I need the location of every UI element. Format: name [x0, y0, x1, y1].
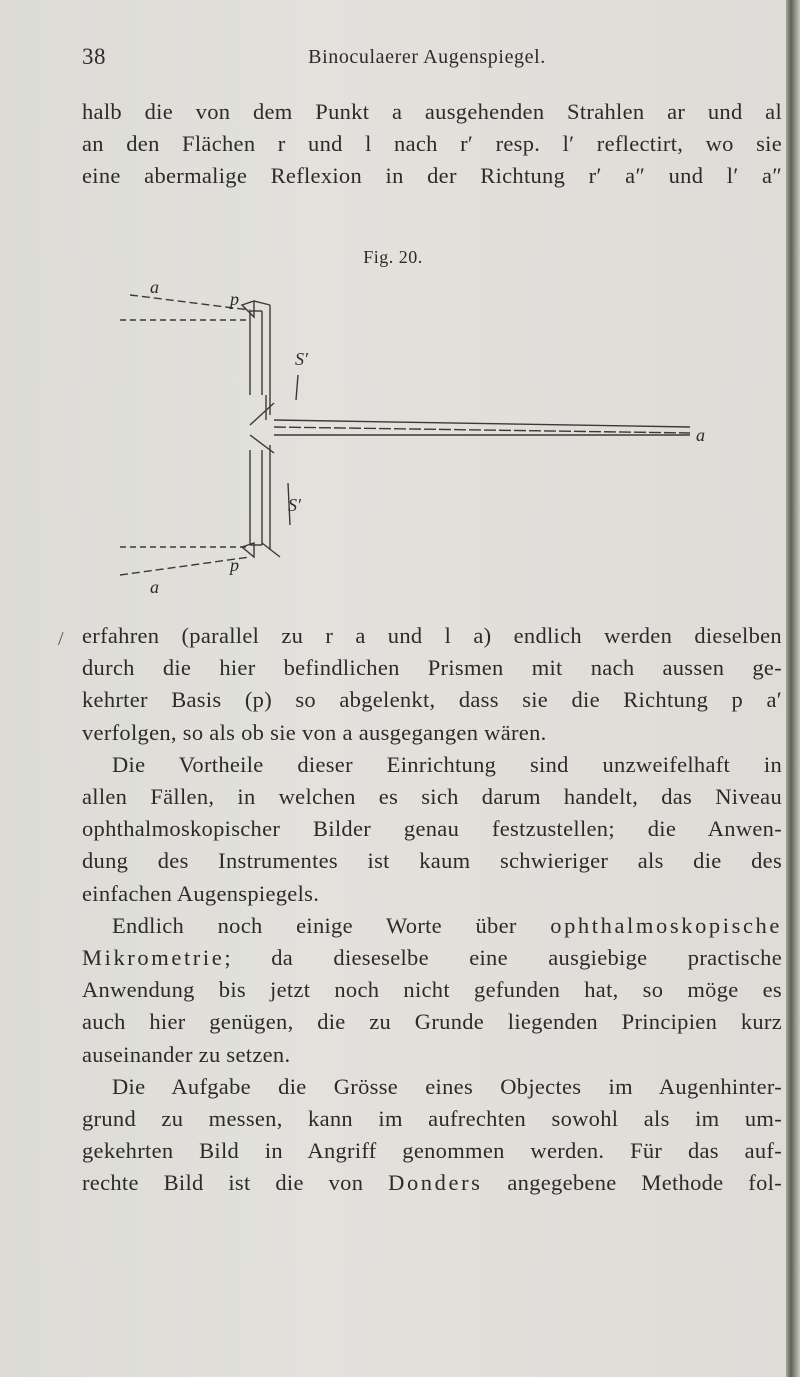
text-line: kehrter Basis (p) so abgelenkt, dass sie die Richtung p a′ — [82, 687, 782, 713]
figure-caption: Fig. 20. — [363, 247, 423, 267]
body-text — [82, 620, 782, 1200]
text-line: auch hier genügen, die zu Grunde liegenden Principien kurz — [82, 1009, 782, 1035]
text-line: ophthalmoskopischer Bilder genau festzustellen; die Anwen- — [82, 816, 782, 842]
text-line: Anwendung bis jetzt noch nicht gefunden hat, so möge es — [82, 977, 782, 1003]
text-line: verfolgen, so als ob sie von a ausgegangen wären. — [82, 719, 547, 745]
text-line: Die Aufgabe die Grösse eines Objectes im Augenhinter- — [112, 1073, 782, 1099]
text-line — [82, 1167, 782, 1199]
ray-to-object-1 — [274, 420, 690, 427]
a-bottom-label: a — [150, 577, 159, 595]
margin-mark: / — [58, 628, 64, 650]
s-top-label: S′ — [295, 349, 308, 369]
s-bottom-label: S′ — [288, 495, 301, 515]
page-number: 38 — [82, 44, 106, 69]
p-top-label: p — [230, 289, 239, 309]
text-span: Endlich noch einige Worte über — [112, 912, 551, 938]
emphasis-term: ophthalmoskopische — [550, 912, 782, 938]
lower-prism-edge — [262, 543, 280, 557]
text-line — [82, 910, 782, 942]
running-title: Binoculaerer Augenspiegel. — [308, 46, 546, 68]
paragraph-1 — [82, 96, 782, 193]
text-span: ; da dieseselbe eine ausgiebige practische — [224, 945, 782, 971]
text-line: halb die von dem Punkt a ausgehenden Strahlen ar und al — [82, 99, 782, 124]
paragraph-3 — [82, 749, 782, 910]
text-line: eine abermalige Reflexion in der Richtung r′ a″ und l′ a″ — [82, 163, 782, 189]
text-line: durch die hier befindlichen Prismen mit nach aussen ge- — [82, 655, 782, 681]
a-right-label: a — [696, 425, 705, 445]
text-line: gekehrten Bild in Angriff genommen werden. Für das auf- — [82, 1138, 782, 1164]
p-bottom-label: p — [230, 555, 239, 575]
page-header — [82, 44, 772, 74]
a-top-label: a — [150, 277, 159, 297]
emphasis-term: Mikrometrie — [82, 945, 225, 971]
author-name: Donders — [388, 1170, 483, 1196]
text-line: grund zu messen, kann im aufrechten sowohl als im um- — [82, 1106, 782, 1132]
s-top-pointer — [296, 375, 298, 400]
ray-to-object-2 — [274, 427, 690, 433]
binocular-ophthalmoscope-diagram — [90, 275, 740, 595]
page-edge — [786, 0, 800, 1377]
text-span: angegebene Methode fol- — [482, 1170, 782, 1196]
text-line: einfachen Augenspiegels. — [82, 880, 320, 906]
text-line: an den Flächen r und l nach r′ resp. l′ reflectirt, wo sie — [82, 131, 782, 157]
paragraph-5 — [82, 1071, 782, 1200]
text-line: erfahren (parallel zu r a und l a) endlich werden dieselben — [82, 623, 782, 648]
text-line: allen Fällen, in welchen es sich darum handelt, das Niveau — [82, 784, 782, 810]
text-line: dung des Instrumentes ist kaum schwieriger als die des — [82, 848, 782, 874]
text-span: rechte Bild ist die von — [82, 1170, 389, 1196]
paragraph-2 — [82, 620, 782, 749]
upper-prism-edge — [254, 301, 270, 305]
text-line: auseinander zu setzen. — [82, 1041, 291, 1067]
paragraph-4 — [82, 910, 782, 1071]
text-line: Die Vortheile dieser Einrichtung sind unzweifelhaft in — [112, 751, 782, 777]
text-line — [82, 942, 782, 974]
